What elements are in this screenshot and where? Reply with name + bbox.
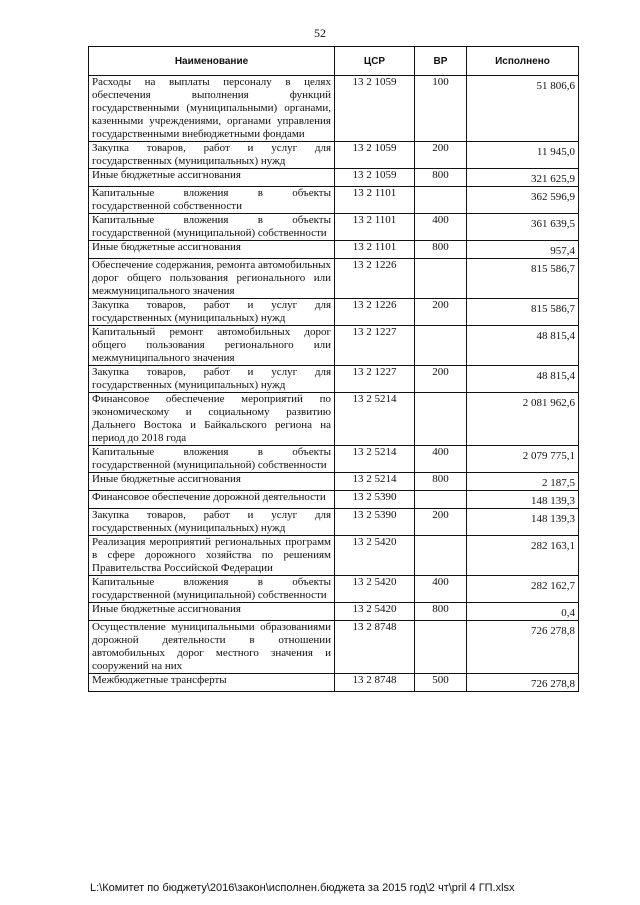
row-csr-cell: 13 2 5420 (335, 576, 415, 603)
table-row (89, 169, 579, 187)
header-name: Наименование (89, 47, 335, 76)
row-amount-cell: 957,4 (467, 241, 579, 259)
table-body (89, 76, 579, 692)
row-csr-cell: 13 2 1101 (335, 214, 415, 241)
row-vr-cell (415, 621, 467, 674)
table-row (89, 299, 579, 326)
row-amount-cell: 2 081 962,6 (467, 393, 579, 446)
row-name-cell: Закупка товаров, работ и услуг для государственных (муниципальных) нужд (89, 366, 335, 393)
row-vr-cell (415, 491, 467, 509)
table-row (89, 674, 579, 692)
row-amount-cell: 815 586,7 (467, 259, 579, 299)
table-row (89, 621, 579, 674)
page-number: 52 (314, 26, 326, 40)
row-csr-cell: 13 2 5420 (335, 536, 415, 576)
row-name-cell: Обеспечение содержания, ремонта автомобильных дорог общего пользования регионального или межмуниципального значения (89, 259, 335, 299)
row-vr-cell (415, 326, 467, 366)
header-vr: ВР (415, 47, 467, 76)
table-header-row (89, 47, 579, 76)
row-csr-cell: 13 2 5420 (335, 603, 415, 621)
row-csr-cell: 13 2 1101 (335, 187, 415, 214)
row-csr-cell: 13 2 8748 (335, 621, 415, 674)
table-row (89, 536, 579, 576)
table-row (89, 576, 579, 603)
row-amount-cell: 361 639,5 (467, 214, 579, 241)
row-csr-cell: 13 2 1226 (335, 299, 415, 326)
file-path: L:\Комитет по бюджету\2016\закон\исполнен.бюджета за 2015 год\2 чт\pril 4 ГП.xlsx (90, 882, 515, 894)
row-name-cell: Закупка товаров, работ и услуг для государственных (муниципальных) нужд (89, 142, 335, 169)
table-row (89, 603, 579, 621)
table-row (89, 259, 579, 299)
row-vr-cell: 400 (415, 576, 467, 603)
row-vr-cell: 800 (415, 241, 467, 259)
row-vr-cell: 200 (415, 366, 467, 393)
table-row (89, 473, 579, 491)
row-csr-cell: 13 2 5390 (335, 491, 415, 509)
header-csr: ЦСР (335, 47, 415, 76)
row-name-cell: Финансовое обеспечение дорожной деятельности (89, 491, 335, 509)
row-amount-cell: 148 139,3 (467, 491, 579, 509)
table-row (89, 509, 579, 536)
row-amount-cell: 2 187,5 (467, 473, 579, 491)
row-amount-cell: 11 945,0 (467, 142, 579, 169)
table-row (89, 366, 579, 393)
table-row (89, 326, 579, 366)
row-name-cell: Межбюджетные трансферты (89, 674, 335, 692)
row-amount-cell: 362 596,9 (467, 187, 579, 214)
row-name-cell: Капитальные вложения в объекты государственной (муниципальной) собственности (89, 576, 335, 603)
row-amount-cell: 48 815,4 (467, 366, 579, 393)
row-vr-cell: 400 (415, 214, 467, 241)
row-amount-cell: 726 278,8 (467, 621, 579, 674)
row-vr-cell: 800 (415, 473, 467, 491)
row-amount-cell: 815 586,7 (467, 299, 579, 326)
table-row (89, 241, 579, 259)
row-vr-cell (415, 187, 467, 214)
row-name-cell: Капитальный ремонт автомобильных дорог общего пользования регионального или межмуниципального значения (89, 326, 335, 366)
row-name-cell: Капитальные вложения в объекты государственной собственности (89, 187, 335, 214)
row-csr-cell: 13 2 1059 (335, 76, 415, 142)
row-vr-cell (415, 536, 467, 576)
row-csr-cell: 13 2 1226 (335, 259, 415, 299)
table-row (89, 491, 579, 509)
row-amount-cell: 321 625,9 (467, 169, 579, 187)
row-name-cell: Финансовое обеспечение мероприятий по экономическому и социальному развитию Дальнего Востока и Байкальского региона на период до 2018 года (89, 393, 335, 446)
row-csr-cell: 13 2 5214 (335, 393, 415, 446)
row-name-cell: Иные бюджетные ассигнования (89, 473, 335, 491)
table-row (89, 187, 579, 214)
row-vr-cell (415, 259, 467, 299)
row-vr-cell: 200 (415, 299, 467, 326)
row-csr-cell: 13 2 1227 (335, 366, 415, 393)
row-amount-cell: 148 139,3 (467, 509, 579, 536)
row-amount-cell: 51 806,6 (467, 76, 579, 142)
row-name-cell: Иные бюджетные ассигнования (89, 241, 335, 259)
row-name-cell: Осуществление муниципальными образованиями дорожной деятельности в отношении автомобильных дорог местного значения и сооружений на них (89, 621, 335, 674)
row-name-cell: Иные бюджетные ассигнования (89, 603, 335, 621)
header-executed: Исполнено (467, 47, 579, 76)
row-amount-cell: 48 815,4 (467, 326, 579, 366)
row-csr-cell: 13 2 5390 (335, 509, 415, 536)
row-name-cell: Расходы на выплаты персоналу в целях обеспечения выполнения функций государственными (муниципальными) органами, казенными учреждениями, органами управления государственными внебюджетными фондами (89, 76, 335, 142)
row-csr-cell: 13 2 8748 (335, 674, 415, 692)
row-amount-cell: 726 278,8 (467, 674, 579, 692)
row-vr-cell: 400 (415, 446, 467, 473)
table-row (89, 76, 579, 142)
row-vr-cell: 800 (415, 603, 467, 621)
row-csr-cell: 13 2 1101 (335, 241, 415, 259)
row-name-cell: Капитальные вложения в объекты государственной (муниципальной) собственности (89, 446, 335, 473)
row-csr-cell: 13 2 1059 (335, 142, 415, 169)
row-vr-cell: 100 (415, 76, 467, 142)
row-vr-cell (415, 393, 467, 446)
row-name-cell: Капитальные вложения в объекты государственной (муниципальной) собственности (89, 214, 335, 241)
row-vr-cell: 200 (415, 142, 467, 169)
row-amount-cell: 2 079 775,1 (467, 446, 579, 473)
row-name-cell: Закупка товаров, работ и услуг для государственных (муниципальных) нужд (89, 299, 335, 326)
row-name-cell: Иные бюджетные ассигнования (89, 169, 335, 187)
table-row (89, 142, 579, 169)
table-row (89, 393, 579, 446)
row-csr-cell: 13 2 5214 (335, 446, 415, 473)
table-row (89, 214, 579, 241)
row-amount-cell: 282 163,1 (467, 536, 579, 576)
row-vr-cell: 200 (415, 509, 467, 536)
row-csr-cell: 13 2 1227 (335, 326, 415, 366)
row-vr-cell: 800 (415, 169, 467, 187)
row-vr-cell: 500 (415, 674, 467, 692)
row-amount-cell: 282 162,7 (467, 576, 579, 603)
table-row (89, 446, 579, 473)
row-amount-cell: 0,4 (467, 603, 579, 621)
row-name-cell: Закупка товаров, работ и услуг для государственных (муниципальных) нужд (89, 509, 335, 536)
row-name-cell: Реализация мероприятий региональных программ в сфере дорожного хозяйства по решениям Правительства Российской Федерации (89, 536, 335, 576)
budget-execution-table (88, 46, 579, 692)
row-csr-cell: 13 2 1059 (335, 169, 415, 187)
row-csr-cell: 13 2 5214 (335, 473, 415, 491)
